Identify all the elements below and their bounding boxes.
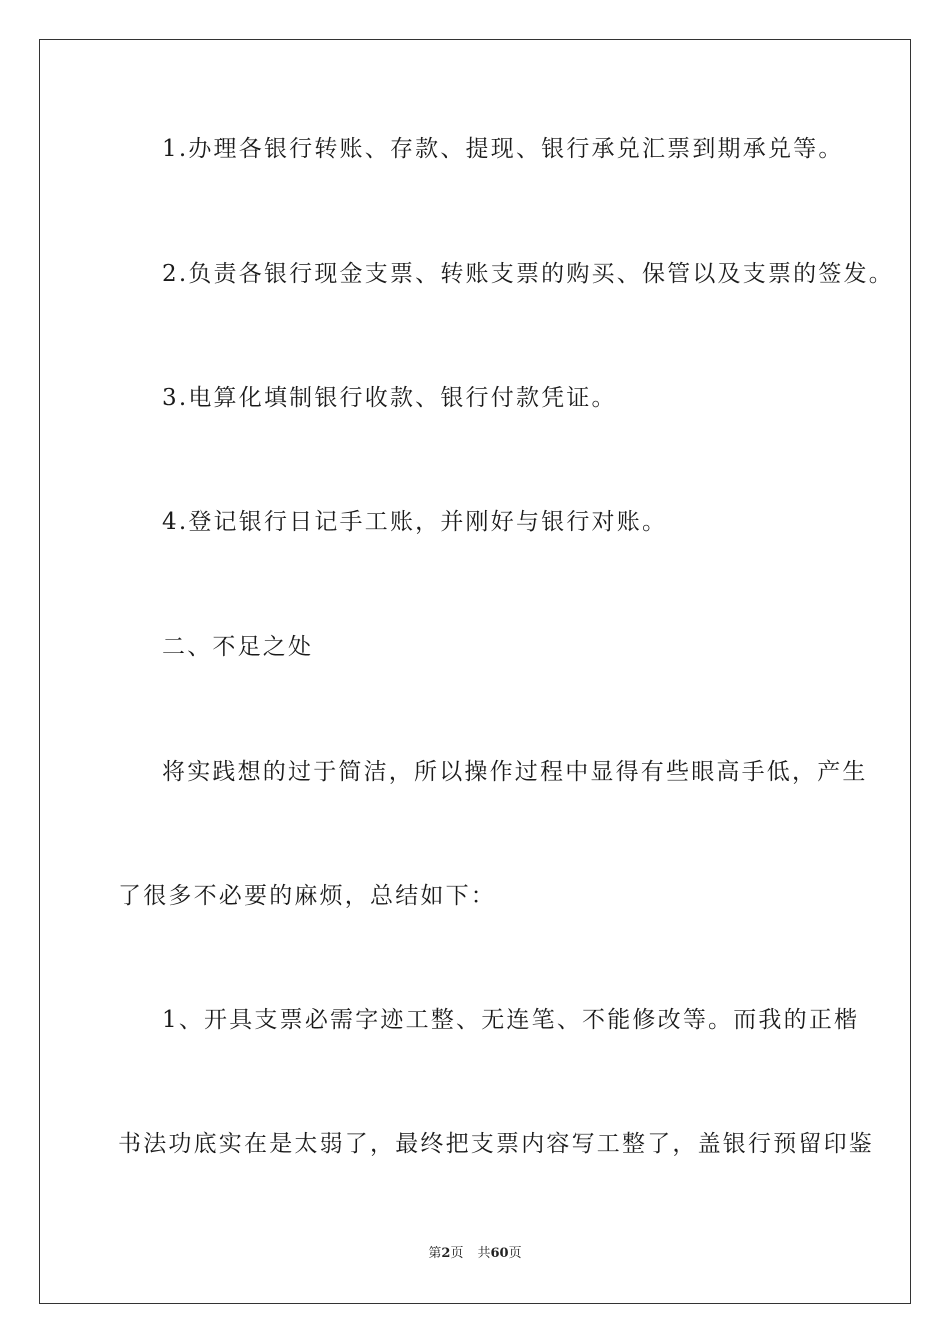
duty-item-4: 4.登记银行日记手工账，并刚好与银行对账。 bbox=[162, 509, 668, 535]
paragraph-line: 书法功底实在是太弱了，最终把支票内容写工整了，盖银行预留印鉴 bbox=[118, 1131, 874, 1157]
paragraph-line: 了很多不必要的麻烦，总结如下： bbox=[118, 883, 496, 909]
duty-item-2: 2.负责各银行现金支票、转账支票的购买、保管以及支票的签发。 bbox=[162, 261, 894, 287]
total-suffix: 页 bbox=[508, 1246, 522, 1261]
paragraph-line: 将实践想的过于简洁，所以操作过程中显得有些眼高手低，产生 bbox=[162, 759, 868, 785]
duty-item-1: 1.办理各银行转账、存款、提现、银行承兑汇票到期承兑等。 bbox=[162, 136, 844, 162]
page-prefix: 第 bbox=[428, 1246, 442, 1261]
page-number: 2 bbox=[441, 1246, 451, 1261]
page-footer bbox=[0, 1245, 950, 1263]
duty-item-3: 3.电算化填制银行收款、银行付款凭证。 bbox=[162, 385, 617, 411]
section-heading-shortcomings: 二、不足之处 bbox=[162, 634, 314, 660]
paragraph-line: 1、开具支票必需字迹工整、无连笔、不能修改等。而我的正楷 bbox=[162, 1007, 860, 1033]
page-border bbox=[39, 39, 911, 1304]
total-prefix: 共 bbox=[477, 1246, 491, 1261]
page-suffix: 页 bbox=[450, 1246, 464, 1261]
total-pages: 60 bbox=[490, 1246, 509, 1261]
